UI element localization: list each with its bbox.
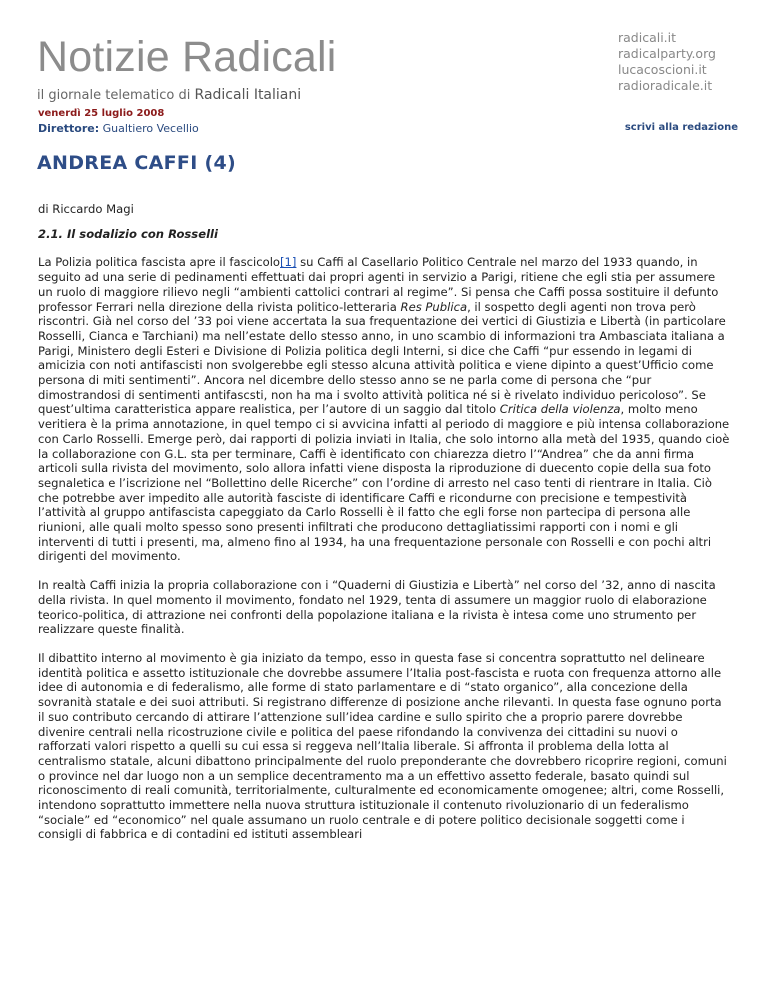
subtitle-prefix: il giornale telematico di bbox=[37, 88, 191, 103]
issue-date: venerdì 25 luglio 2008 bbox=[38, 108, 165, 119]
site-title[interactable]: Notizie Radicali bbox=[37, 33, 337, 81]
paragraph-2: In realtà Caffi inizia la propria collaborazione con i “Quaderni di Giustizia e Libertà” nel corso del ’32, anno di nascita della rivista. In quel momento il movimento, fondato nel 1929, tenta di assumere un maggior ruolo di elaborazione teorico-politica, di attrazione nei confronti della popolazione italiana e la rivista è intesa come uno strumento per realizzare queste finalità. bbox=[38, 578, 716, 637]
subtitle-brand: Radicali Italiani bbox=[194, 87, 302, 103]
article-title: ANDREA CAFFI (4) bbox=[37, 152, 236, 174]
site-link-radicali[interactable]: radicali.it bbox=[618, 30, 677, 45]
footnote-link-1[interactable]: [1] bbox=[280, 255, 297, 270]
director-line bbox=[38, 122, 199, 135]
p1-text-d: , molto meno veritiera è la prima annotazione, in quel tempo ci si avvicina infatti al periodo di maggiore e più intensa collaborazione con Carlo Rosselli. Emerge però, dai rapporti di polizia inviati in Italia, che solo intorno alla metà del 1935, quando cioè la collaborazione con G.L. sta per terminare, Caffi è identificato con chiarezza dietro l’“Andrea” che da anni firma articoli sulla rivista del movimento, solo allora infatti viene disposta la riproduzione di duecento copie della sua foto segnaletica e l’iscrizione nel “Bollettino delle Ricerche” con l’ordine di arresto nel caso tenti di rientrare in Italia. Ciò che potrebbe aver impedito alle autorità fasciste di identificare Caffi e ricondurne con precisione e tempestività l’attività al gruppo antifascista capeggiato da Carlo Rosselli è il fatto che egli forse non partecipa di persona alle riunioni, alle quali molto spesso sono presenti infiltrati che producono dettagliatissimi rapporti con i nomi e gli interventi di tutti i presenti, ma, almeno fino al 1934, ha una frequentazione personale con Rosselli e con pochi altri dirigenti del movimento. bbox=[38, 402, 730, 564]
write-to-editors-link[interactable]: scrivi alla redazione bbox=[624, 122, 738, 133]
p1-italic-critica: Critica della violenza bbox=[499, 402, 621, 417]
p1-text-a: La Polizia politica fascista apre il fascicolo bbox=[38, 255, 281, 270]
paragraph-1 bbox=[38, 255, 730, 564]
site-subtitle bbox=[37, 87, 337, 103]
director-name: Gualtiero Vecellio bbox=[102, 122, 199, 135]
site-link-radioradicale[interactable]: radioradicale.it bbox=[618, 78, 713, 93]
partner-sites bbox=[618, 30, 738, 94]
masthead bbox=[37, 33, 337, 103]
p1-italic-res-publica: Res Publica bbox=[400, 299, 468, 314]
p1-text-c: , il sospetto degli agenti non trova però riscontri. Già nel corso del ’33 poi viene accertata la sua frequentazione dei vertici di Giustizia e Libertà (in particolare Rosselli, Cianca e Tarchiani) ma nell’estate dello stesso anno, in uno scambio di informazioni tra Ambasciata italiana a Parigi, Ministero degli Esteri e Divisione di Polizia politica degli Interni, si dice che Caffi “pur essendo in legami di amicizia con noti antifascisti non svolgerebbe egli stesso alcuna attività politica e viene dipinto a quest’Ufficio come persona di miti sentimenti”. Ancora nel dicembre dello stesso anno se ne parla come di persona che “pur dimostrandosi di sentimenti antifascsti, non ha ma i svolto attività politica né si è rivelato individuo pericoloso”. Se quest’ultima caratteristica appare realistica, per l’autore di un saggio dal titolo bbox=[38, 299, 726, 417]
p1-text-b: su Caffi al Casellario Politico Centrale nel marzo del 1933 quando, in seguito ad una serie di pedinamenti effettuati dai propri agenti in servizio a Parigi, ritiene che egli stia per assumere un ruolo di maggiore rilievo negli “ambienti cattolici contrari al regime”. Si pensa che Caffi possa sostituire il defunto professor Ferrari nella direzione della rivista politico-letteraria bbox=[38, 255, 719, 314]
director-label: Direttore: bbox=[38, 122, 100, 135]
site-link-radicalparty[interactable]: radicalparty.org bbox=[618, 46, 716, 61]
article-body bbox=[38, 202, 730, 856]
paragraph-3: Il dibattito interno al movimento è gia iniziato da tempo, esso in questa fase si concentra soprattutto nel delineare identità politica e assetto istituzionale che dovrebbe assumere l’Italia post-fascista e ruota con frequenza attorno alle idee di autonomia e di federalismo, alle forme di stato parlamentare e di “stato organico”, alla concezione della sovranità statale e dei suoi attributi. Si registrano differenze di posizione anche rilevanti. In questa fase ognuno porta il suo contributo cercando di attirare l’attenzione sull’idea cardine e sullo spirito che a proprio parere dovrebbe divenire centrali nella ricostruzione civile e politica del paese rifondando la convivenza dei cittadini su nuovi o rafforzati valori rispetto a quelli su cui essa si reggeva nell’Italia liberale. Si affronta il problema della lotta al centralismo statale, alcuni dibattono principalmente del ruolo preponderante che dovrebbero ricoprire regioni, comuni o province nel dar luogo non a un semplice decentramento ma a un effettivo assetto federale, basato quindi sul riconoscimento di reali comunità, territorialmente, culturalmente ed economicamente omogenee; altri, come Rosselli, intendono soprattutto immettere nella nuova struttura istituzionale il contenuto rivoluzionario di un federalismo “sociale” ed “economico” nel quale assumano un ruolo centrale e di potere politico decisionale soggetti come i consigli di fabbrica e di contadini ed istituti assembleari bbox=[38, 650, 727, 842]
article-byline: di Riccardo Magi bbox=[38, 202, 134, 216]
site-link-lucacoscioni[interactable]: lucacoscioni.it bbox=[618, 62, 707, 77]
section-heading: 2.1. Il sodalizio con Rosselli bbox=[38, 226, 218, 241]
